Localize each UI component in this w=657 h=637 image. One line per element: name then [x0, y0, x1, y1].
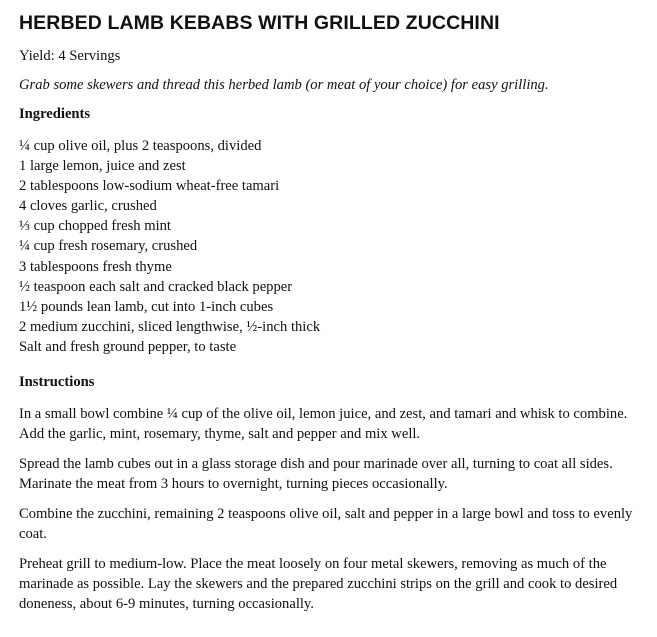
ingredient-item: 2 medium zucchini, sliced lengthwise, ½-inch thick	[19, 318, 321, 335]
instructions-heading: Instructions	[19, 374, 95, 391]
ingredient-item: ¼ cup fresh rosemary, crushed	[19, 238, 198, 255]
ingredients-heading: Ingredients	[19, 106, 91, 122]
recipe-yield: Yield: 4 Servings	[19, 48, 121, 64]
ingredient-item: 2 tablespoons low-sodium wheat-free tamari	[19, 178, 280, 195]
recipe-title: HERBED LAMB KEBABS WITH GRILLED ZUCCHINI	[19, 12, 500, 34]
ingredient-list	[19, 136, 644, 357]
ingredient-item: Salt and fresh ground pepper, to taste	[19, 338, 237, 355]
recipe-intro: Grab some skewers and thread this herbed lamb (or meat of your choice) for easy grilling.	[19, 77, 549, 93]
instruction-steps	[19, 404, 644, 614]
instruction-step: Preheat grill to medium-low. Place the meat loosely on four metal skewers, removing as much of the marinade as possible. Lay the skewers and the prepared zucchini strips on the grill and cook to desired doneness, about 6-9 minutes, turning occasionally.	[19, 556, 618, 613]
instruction-step: Spread the lamb cubes out in a glass storage dish and pour marinade over all, turning to coat all sides. Marinate the meat from 3 hours to overnight, turning pieces occasionally.	[19, 456, 613, 493]
ingredient-item: ¼ cup olive oil, plus 2 teaspoons, divided	[19, 138, 262, 154]
ingredient-item: 4 cloves garlic, crushed	[19, 198, 157, 215]
recipe-page	[19, 10, 644, 624]
ingredient-item: ⅓ cup chopped fresh mint	[19, 218, 171, 235]
ingredient-item: 1½ pounds lean lamb, cut into 1-inch cubes	[19, 298, 274, 315]
instruction-step: Combine the zucchini, remaining 2 teaspoons olive oil, salt and pepper in a large bowl and toss to evenly coat.	[19, 506, 633, 543]
ingredient-item: 1 large lemon, juice and zest	[19, 158, 186, 175]
ingredient-item: ½ teaspoon each salt and cracked black pepper	[19, 278, 293, 295]
ingredient-item: 3 tablespoons fresh thyme	[19, 258, 172, 275]
instruction-step: In a small bowl combine ¼ cup of the olive oil, lemon juice, and zest, and tamari and whisk to combine. Add the garlic, mint, rosemary, thyme, salt and pepper and mix well.	[19, 406, 628, 443]
